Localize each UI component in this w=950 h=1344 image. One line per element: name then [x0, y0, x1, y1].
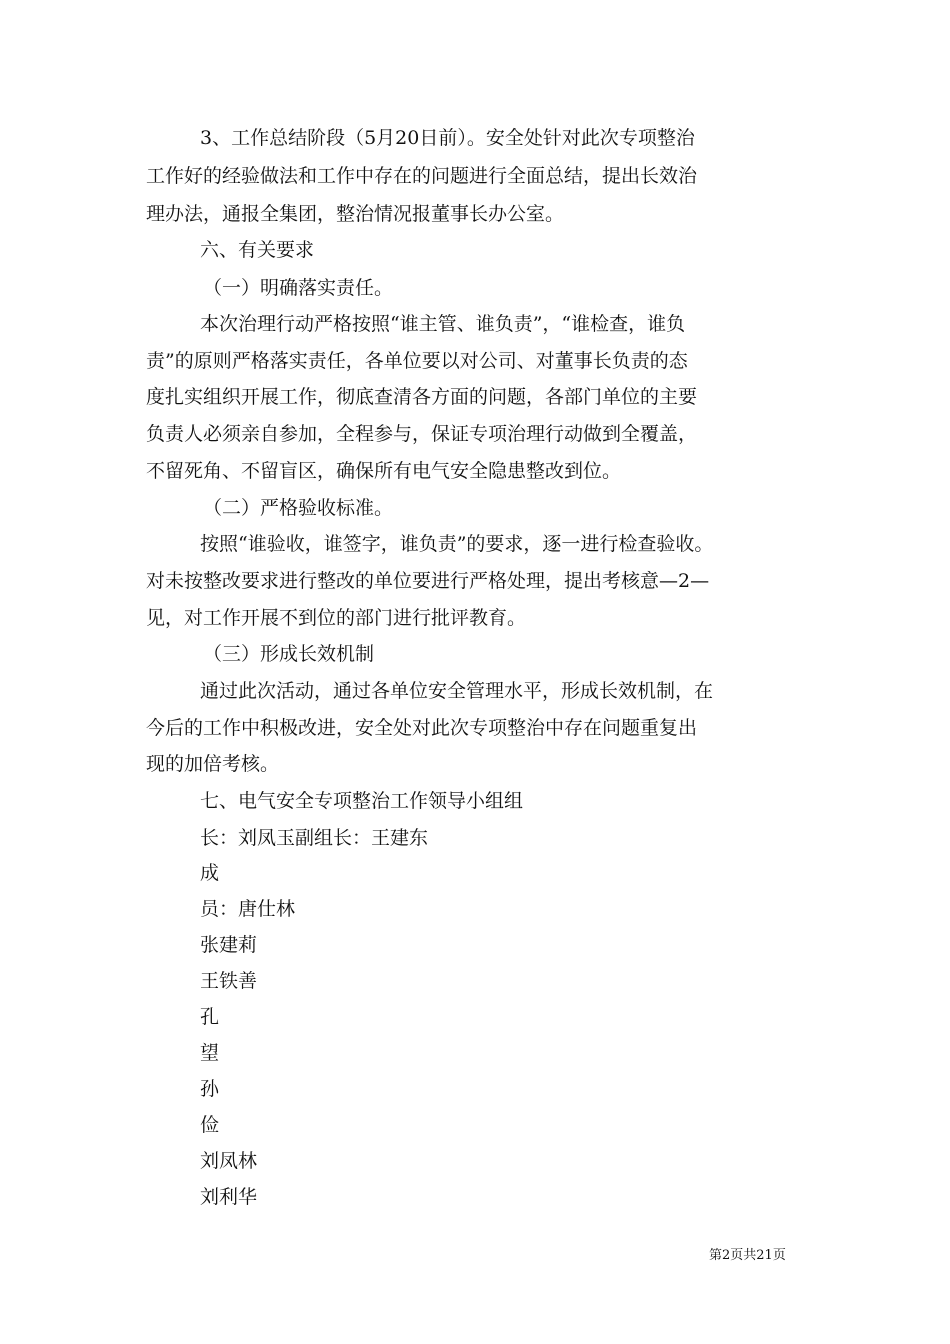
paragraph-line: 对未按整改要求进行整改的单位要进行严格处理，提出考核意—2—: [146, 570, 710, 592]
subsection-heading: （二）严格验收标准。: [203, 497, 394, 519]
paragraph-line: 度扎实组织开展工作，彻底查清各方面的问题，各部门单位的主要: [146, 386, 698, 408]
paragraph-line: 现的加倍考核。: [146, 753, 280, 775]
member-line: 张建莉: [200, 934, 258, 956]
paragraph-line: 理办法，通报全集团，整治情况报董事长办公室。: [146, 203, 565, 225]
subsection-heading: （三）形成长效机制: [203, 643, 375, 665]
paragraph-line: 工作好的经验做法和工作中存在的问题进行全面总结，提出长效治: [146, 165, 698, 187]
paragraph-line: 负责人必须亲自参加，全程参与，保证专项治理行动做到全覆盖，: [146, 423, 698, 445]
paragraph-line: 3、工作总结阶段（5月20日前）。安全处针对此次专项整治: [200, 127, 695, 149]
paragraph-line: 不留死角、不留盲区，确保所有电气安全隐患整改到位。: [146, 460, 622, 482]
member-line: 孙: [200, 1078, 220, 1100]
member-line: 刘凤林: [200, 1150, 258, 1172]
paragraph-line: 见，对工作开展不到位的部门进行批评教育。: [146, 607, 527, 629]
paragraph-line: 责”的原则严格落实责任，各单位要以对公司、对董事长负责的态: [146, 350, 688, 372]
member-line: 俭: [200, 1114, 220, 1136]
member-line: 王铁善: [200, 970, 258, 992]
subsection-heading: （一）明确落实责任。: [203, 277, 394, 299]
paragraph-line: 今后的工作中积极改进，安全处对此次专项整治中存在问题重复出: [146, 717, 698, 739]
member-line: 孔: [200, 1006, 220, 1028]
paragraph-line: 通过此次活动，通过各单位安全管理水平，形成长效机制，在: [200, 680, 714, 702]
section-heading: 七、电气安全专项整治工作领导小组组: [200, 790, 524, 812]
section-heading: 六、有关要求: [200, 239, 315, 261]
member-line: 长：刘凤玉副组长：王建东: [200, 827, 429, 849]
member-line: 刘利华: [200, 1186, 258, 1208]
paragraph-line: 本次治理行动严格按照“谁主管、谁负责”，“谁检查，谁负: [200, 313, 686, 335]
member-line: 员：唐仕林: [200, 898, 296, 920]
member-line: 望: [200, 1042, 220, 1064]
page-number: 第2页共21页: [709, 1248, 786, 1263]
member-line: 成: [200, 862, 220, 884]
paragraph-line: 按照“谁验收，谁签字，谁负责”的要求，逐一进行检查验收。: [200, 533, 714, 555]
